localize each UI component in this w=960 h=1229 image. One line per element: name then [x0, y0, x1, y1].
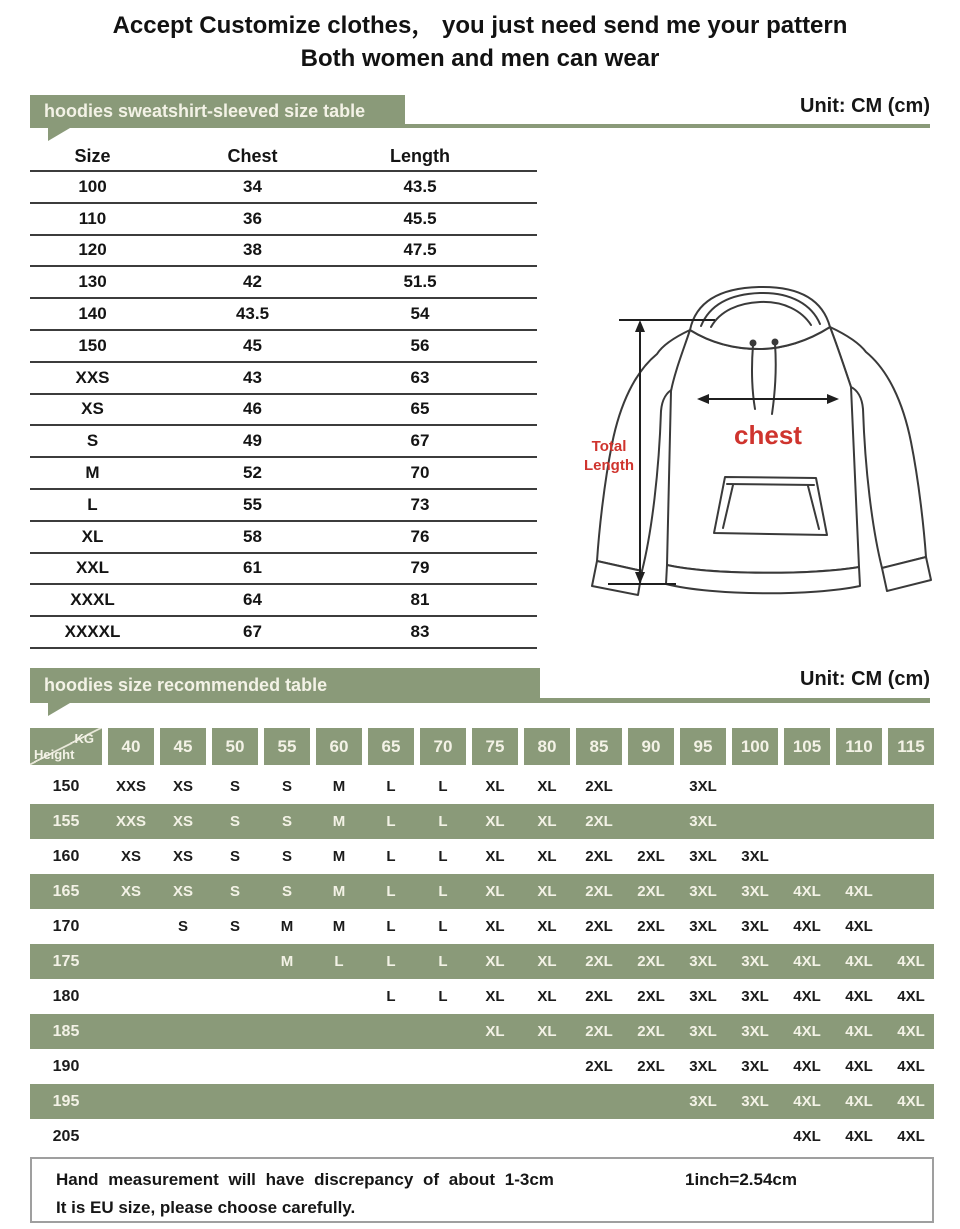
size-table-row [30, 554, 537, 586]
size-value-cell: 3XL [689, 813, 717, 830]
size-cell: 51.5 [403, 272, 437, 292]
size-cell: 55 [243, 494, 262, 514]
size-cell: XXS [75, 367, 110, 387]
size-cell: 150 [78, 335, 107, 355]
size-value-cell: 2XL [585, 778, 613, 795]
size-value-cell: 2XL [637, 883, 665, 900]
kg-column-header: 100 [732, 728, 778, 765]
recommend-table-row [30, 944, 934, 979]
size-table-row [30, 426, 537, 458]
size-value-cell: XL [485, 883, 505, 900]
size-cell: 64 [243, 590, 262, 610]
size-cell: 43 [243, 367, 262, 387]
size-value-cell: L [334, 953, 344, 970]
size-value-cell: 2XL [585, 883, 613, 900]
kg-column-header: 105 [784, 728, 830, 765]
size-value-cell: 4XL [897, 1058, 925, 1075]
size-cell: 43.5 [403, 176, 437, 196]
size-cell: 70 [410, 463, 430, 483]
size-value-cell: 4XL [793, 1128, 821, 1145]
size-value-cell: 4XL [897, 1023, 925, 1040]
size-value-cell: XL [537, 778, 557, 795]
size-value-cell: 3XL [741, 1093, 769, 1110]
size-value-cell: 4XL [793, 1058, 821, 1075]
recommend-table-row [30, 804, 934, 839]
size-value-cell: XL [537, 883, 557, 900]
size-value-cell: 4XL [845, 1058, 873, 1075]
size-value-cell: 2XL [585, 1058, 613, 1075]
size-cell: 81 [410, 590, 430, 610]
size-cell: 45.5 [403, 208, 437, 228]
size-cell: XXL [75, 558, 110, 578]
size-cell: 73 [410, 494, 430, 514]
recommend-table-header-tab [30, 668, 540, 703]
recommend-table-body [30, 769, 934, 1154]
size-table-row [30, 172, 537, 204]
size-value-cell: 4XL [897, 1128, 925, 1145]
size-value-cell: 3XL [689, 848, 717, 865]
size-value-cell: M [332, 778, 346, 795]
size-value-cell: 3XL [689, 918, 717, 935]
size-value-cell: 3XL [689, 953, 717, 970]
size-value-cell: 4XL [793, 953, 821, 970]
total-length-label-line1: Total [591, 438, 627, 455]
size-value-cell: 3XL [689, 1093, 717, 1110]
size-table-row [30, 617, 537, 649]
height-cell: 175 [52, 952, 80, 970]
size-value-cell: XL [537, 918, 557, 935]
height-cell: 165 [52, 882, 80, 900]
corner-cell [30, 728, 102, 765]
tab-tail-decoration [48, 703, 70, 716]
chest-label: chest [734, 420, 802, 450]
size-value-cell: XL [485, 918, 505, 935]
size-cell: 140 [78, 304, 107, 324]
height-cell: 150 [52, 777, 80, 795]
size-value-cell: L [386, 848, 396, 865]
height-cell: 195 [52, 1092, 80, 1110]
hoodie-pocket-inner-line [727, 484, 814, 485]
recommend-table-row [30, 1119, 934, 1154]
measurement-note: Hand measurement will have discrepancy of about 1-3cm [56, 1170, 554, 1189]
size-value-cell: 2XL [637, 1058, 665, 1075]
size-value-cell: L [438, 778, 448, 795]
recommend-table [30, 728, 934, 1154]
size-value-cell: S [281, 813, 292, 830]
column-header: Chest [227, 145, 278, 166]
size-value-cell: XS [172, 778, 193, 795]
size-cell: 120 [78, 240, 107, 260]
size-cell: XXXXL [64, 622, 121, 642]
size-value-cell: 2XL [637, 848, 665, 865]
kg-axis-label: KG [74, 731, 94, 746]
size-cell: 52 [243, 463, 262, 483]
size-table-row [30, 331, 537, 363]
size-value-cell: XS [120, 883, 141, 900]
size-value-cell: 4XL [897, 1093, 925, 1110]
title-line-2: Both women and men can wear [300, 45, 660, 72]
height-cell: 205 [52, 1127, 80, 1145]
size-cell: 67 [243, 622, 262, 642]
size-table-header-tab [30, 95, 405, 128]
size-table-row [30, 585, 537, 617]
size-cell: 83 [410, 622, 430, 642]
kg-column-header: 110 [836, 728, 882, 765]
size-value-cell: M [332, 813, 346, 830]
recommend-table-row [30, 979, 934, 1014]
size-value-cell: 3XL [689, 778, 717, 795]
size-value-cell: 3XL [741, 848, 769, 865]
recommend-table-row [30, 839, 934, 874]
size-value-cell: XL [485, 813, 505, 830]
size-value-cell: 4XL [845, 1128, 873, 1145]
size-value-cell: 4XL [845, 1093, 873, 1110]
arrowhead-up [635, 320, 645, 332]
size-value-cell: 4XL [845, 918, 873, 935]
size-value-cell: L [438, 918, 448, 935]
size-table-row [30, 363, 537, 395]
column-header: Size [74, 145, 111, 166]
size-table-row [30, 299, 537, 331]
unit-label: Unit: CM (cm) [800, 95, 930, 117]
size-value-cell: L [438, 848, 448, 865]
hoodie-measurement-diagram [563, 281, 960, 611]
total-length-label-line2: Length [584, 457, 634, 474]
size-value-cell: XL [485, 778, 505, 795]
size-value-cell: 3XL [741, 953, 769, 970]
size-cell: 43.5 [235, 304, 270, 324]
size-value-cell: 2XL [585, 848, 613, 865]
size-value-cell: 4XL [897, 953, 925, 970]
size-value-cell: XL [537, 1023, 557, 1040]
size-cell: 36 [243, 208, 262, 228]
kg-column-header: 65 [368, 728, 414, 765]
size-value-cell: 3XL [689, 1023, 717, 1040]
size-value-cell: XS [172, 848, 193, 865]
size-value-cell: 3XL [689, 883, 717, 900]
kg-column-header: 75 [472, 728, 518, 765]
size-value-cell: 3XL [689, 988, 717, 1005]
size-value-cell: S [229, 813, 240, 830]
size-table-header-label: hoodies sweatshirt-sleeved size table [44, 101, 366, 121]
size-value-cell: 4XL [845, 883, 873, 900]
size-value-cell: L [438, 988, 448, 1005]
size-value-cell: S [281, 883, 292, 900]
size-value-cell: 4XL [845, 988, 873, 1005]
size-value-cell: 2XL [585, 1023, 613, 1040]
size-value-cell: XS [172, 813, 193, 830]
size-table [30, 142, 537, 649]
size-value-cell: L [438, 883, 448, 900]
size-value-cell: L [438, 813, 448, 830]
footer-note-box [30, 1157, 934, 1223]
recommend-table-row [30, 909, 934, 944]
size-value-cell: S [229, 778, 240, 795]
size-value-cell: 2XL [585, 953, 613, 970]
size-table-row [30, 522, 537, 554]
size-cell: 79 [410, 558, 430, 578]
hoodie-illustration [563, 281, 960, 611]
eu-size-note: It is EU size, please choose carefully. [56, 1198, 356, 1217]
size-cell: 42 [243, 272, 262, 292]
size-cell: XS [81, 399, 104, 419]
height-cell: 170 [52, 917, 80, 935]
size-cell: 46 [243, 399, 262, 419]
size-value-cell: 4XL [793, 988, 821, 1005]
recommend-table-row [30, 1084, 934, 1119]
height-cell: 190 [52, 1057, 80, 1075]
size-cell: 34 [243, 176, 262, 196]
size-value-cell: L [386, 778, 396, 795]
size-value-cell: XS [120, 848, 141, 865]
header-rule-line [540, 698, 930, 703]
size-value-cell: XS [172, 883, 193, 900]
size-cell: 56 [410, 335, 430, 355]
size-value-cell: 3XL [741, 1058, 769, 1075]
size-value-cell: M [332, 848, 346, 865]
size-value-cell: XL [537, 848, 557, 865]
recommend-table-header [30, 728, 934, 765]
size-value-cell: 4XL [793, 883, 821, 900]
size-table-row [30, 395, 537, 427]
size-cell: XXXL [70, 590, 115, 610]
column-header: Length [390, 145, 450, 166]
size-value-cell: 3XL [741, 883, 769, 900]
size-cell: 110 [78, 208, 107, 228]
kg-column-header: 70 [420, 728, 466, 765]
page-title [0, 9, 960, 75]
size-table-row [30, 490, 537, 522]
kg-column-header: 45 [160, 728, 206, 765]
kg-column-header: 90 [628, 728, 674, 765]
size-value-cell: XXS [115, 778, 146, 795]
size-value-cell: S [281, 778, 292, 795]
kg-column-header: 55 [264, 728, 310, 765]
size-value-cell: 4XL [897, 988, 925, 1005]
kg-column-header: 50 [212, 728, 258, 765]
size-value-cell: XL [485, 1023, 505, 1040]
size-value-cell: 4XL [793, 1023, 821, 1040]
size-value-cell: S [177, 918, 188, 935]
recommend-table-row [30, 874, 934, 909]
size-table-row [30, 458, 537, 490]
size-value-cell: 4XL [793, 1093, 821, 1110]
tab-tail-decoration [48, 128, 70, 141]
size-cell: M [85, 463, 100, 483]
size-cell: 49 [243, 431, 262, 451]
size-value-cell: 2XL [637, 918, 665, 935]
kg-column-header: 80 [524, 728, 570, 765]
size-value-cell: M [280, 953, 294, 970]
unit-label: Unit: CM (cm) [800, 668, 930, 690]
header-rule-line [405, 124, 930, 128]
size-cell: 58 [243, 526, 262, 546]
size-value-cell: L [386, 988, 396, 1005]
size-cell: XL [81, 526, 104, 546]
size-value-cell: XXS [115, 813, 146, 830]
size-cell: 67 [410, 431, 430, 451]
recommend-table-row [30, 1014, 934, 1049]
size-value-cell: XL [537, 953, 557, 970]
size-value-cell: L [386, 813, 396, 830]
size-value-cell: 2XL [585, 918, 613, 935]
size-value-cell: 2XL [637, 953, 665, 970]
size-value-cell: M [332, 918, 346, 935]
inch-conversion-note: 1inch=2.54cm [685, 1170, 797, 1189]
size-value-cell: M [280, 918, 294, 935]
size-table-row [30, 204, 537, 236]
size-value-cell: 3XL [689, 1058, 717, 1075]
kg-column-header: 60 [316, 728, 362, 765]
size-value-cell: M [332, 883, 346, 900]
height-cell: 160 [52, 847, 80, 865]
size-value-cell: 2XL [637, 988, 665, 1005]
size-value-cell: S [281, 848, 292, 865]
size-table-row [30, 267, 537, 299]
size-cell: 100 [78, 176, 107, 196]
height-cell: 185 [52, 1022, 80, 1040]
kg-column-header: 85 [576, 728, 622, 765]
kg-column-header: 115 [888, 728, 934, 765]
size-value-cell: 4XL [845, 953, 873, 970]
size-cell: 45 [243, 335, 262, 355]
size-cell: 54 [410, 304, 430, 324]
size-value-cell: XL [485, 988, 505, 1005]
size-table-row [30, 236, 537, 268]
size-value-cell: XL [485, 848, 505, 865]
size-value-cell: L [386, 918, 396, 935]
size-value-cell: 2XL [637, 1023, 665, 1040]
size-cell: 130 [78, 272, 107, 292]
size-cell: 47.5 [403, 240, 437, 260]
size-cell: 65 [410, 399, 430, 419]
size-cell: S [86, 431, 99, 451]
size-value-cell: 3XL [741, 988, 769, 1005]
size-value-cell: L [438, 953, 448, 970]
size-value-cell: XL [485, 953, 505, 970]
recommend-table-row [30, 769, 934, 804]
size-value-cell: XL [537, 813, 557, 830]
size-value-cell: S [229, 848, 240, 865]
size-value-cell: 3XL [741, 918, 769, 935]
size-cell: 63 [410, 367, 430, 387]
recommend-table-header-label: hoodies size recommended table [44, 675, 328, 695]
size-value-cell: S [229, 918, 240, 935]
size-value-cell: XL [537, 988, 557, 1005]
size-value-cell: 4XL [845, 1023, 873, 1040]
height-cell: 180 [52, 987, 80, 1005]
size-table-header-row [30, 142, 537, 172]
title-line-1: Accept Customize clothes， you just need send me your pattern [112, 12, 848, 39]
height-axis-label: Height [34, 747, 75, 762]
size-cell: L [87, 494, 98, 514]
size-value-cell: S [229, 883, 240, 900]
size-value-cell: 4XL [793, 918, 821, 935]
size-value-cell: L [386, 953, 396, 970]
kg-column-header: 40 [108, 728, 154, 765]
height-cell: 155 [52, 812, 80, 830]
size-value-cell: 3XL [741, 1023, 769, 1040]
size-cell: 76 [410, 526, 430, 546]
size-cell: 61 [243, 558, 262, 578]
size-value-cell: L [386, 883, 396, 900]
recommend-table-row [30, 1049, 934, 1084]
size-value-cell: 2XL [585, 988, 613, 1005]
kg-column-header: 95 [680, 728, 726, 765]
size-value-cell: 2XL [585, 813, 613, 830]
size-cell: 38 [243, 240, 262, 260]
